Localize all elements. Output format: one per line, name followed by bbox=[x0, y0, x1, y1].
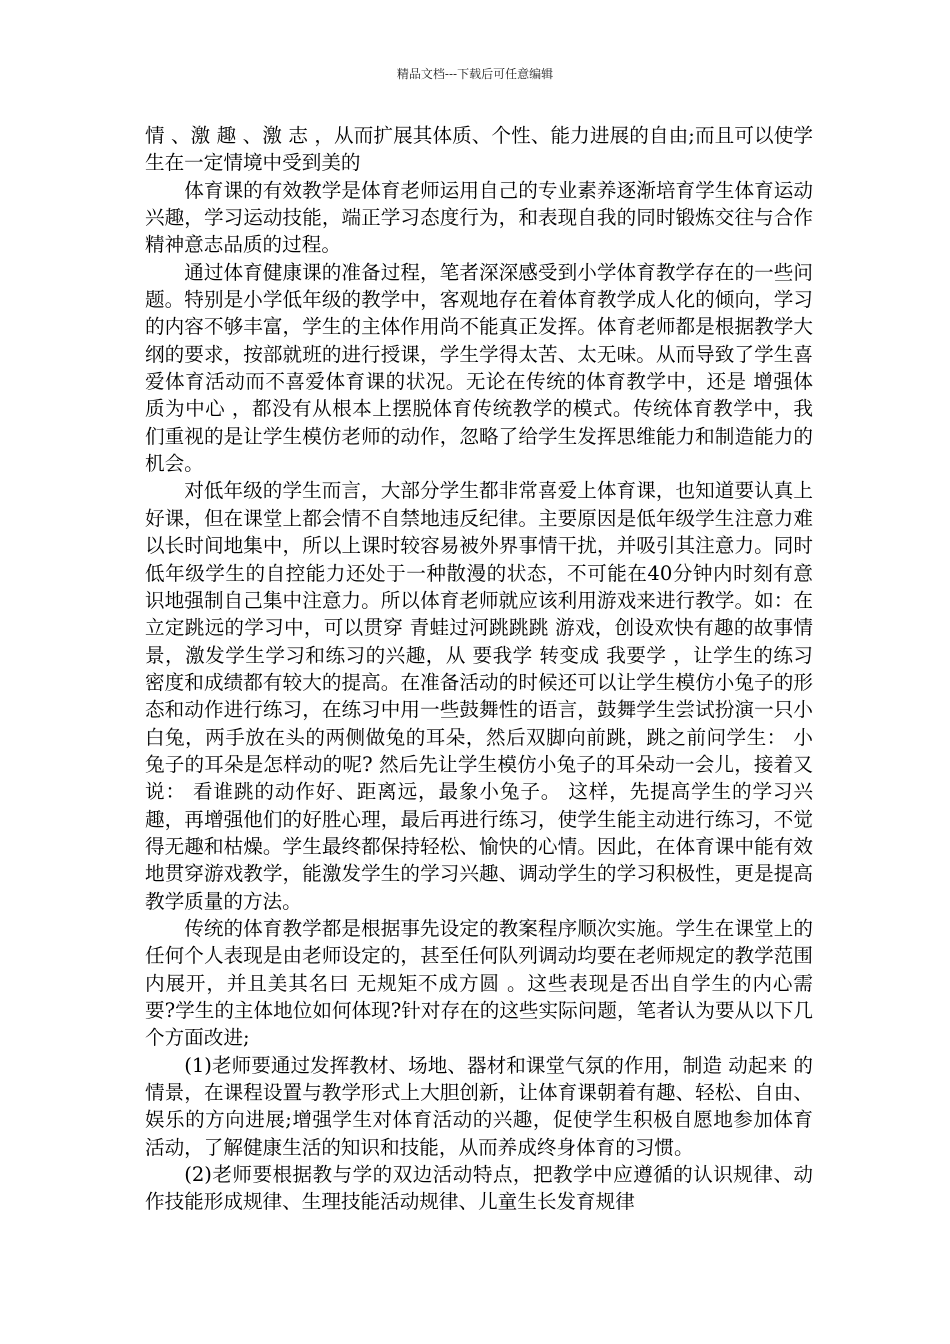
paragraph-4: 对低年级的学生而言，大部分学生都非常喜爱上体育课，也知道要认真上好课，但在课堂上都会情不自禁地违反纪律。主要原因是低年级学生注意力难以长时间地集中，所以上课时较容易被外界事情干扰，并吸引其注意力。同时低年级学生的自控能力还处于一种散漫的状态，不可能在40分钟内时刻有意识地强制自己集中注意力。所以体育老师就应该利用游戏来进行教学。如：在立定跳远的学习中，可以贯穿 青蛙过河跳跳跳 游戏，创设欢快有趣的故事情景，激发学生学习和练习的兴趣，从 要我学 转变成 我要学 ，让学生的练习密度和成绩都有较大的提高。在准备活动的时候还可以让学生模仿小兔子的形态和动作进行练习，在练习中用一些鼓舞性的语言，鼓舞学生尝试扮演一只小白兔，两手放在头的两侧做兔的耳朵，然后双脚向前跳，跳之前问学生： 小兔子的耳朵是怎样动的呢? 然后先让学生模仿小兔子的耳朵动一会儿，接着又说： 看谁跳的动作好、距离远，最象小兔子。 这样，先提高学生的学习兴趣，再增强他们的好胜心理，最后再进行练习，使学生能主动进行练习，不觉得无趣和枯燥。学生最终都保持轻松、愉快的心情。因此，在体育课中能有效地贯穿游戏教学，能激发学生的学习兴趣、调动学生的学习积极性，更是提高教学质量的方法。 bbox=[145, 479, 813, 913]
paragraph-5: 传统的体育教学都是根据事先设定的教案程序顺次实施。学生在课堂上的任何个人表现是由老师设定的，甚至任何队列调动均要在老师规定的教学范围内展开，并且美其名曰 无规矩不成方圆 。这些表现是否出自学生的内心需要?学生的主体地位如何体现?针对存在的这些实际问题，笔者认为要从以下几个方面改进; bbox=[145, 916, 813, 1050]
paragraph-6: (1)老师要通过发挥教材、场地、器材和课堂气氛的作用，制造 动起来 的情景，在课程设置与教学形式上大胆创新，让体育课朝着有趣、轻松、自由、娱乐的方向进展;增强学生对体育活动的兴趣，促使学生积极自愿地参加体育活动，了解健康生活的知识和技能，从而养成终身体育的习惯。 bbox=[145, 1053, 813, 1159]
paragraph-1: 情 、激 趣 、激 志 ，从而扩展其体质、个性、能力进展的自由;而且可以使学生在一定情境中受到美的 bbox=[145, 124, 813, 175]
paragraph-3: 通过体育健康课的准备过程，笔者深深感受到小学体育教学存在的一些问题。特别是小学低年级的教学中，客观地存在着体育教学成人化的倾向，学习的内容不够丰富，学生的主体作用尚不能真正发挥。体育老师都是根据教学大纲的要求，按部就班的进行授课，学生学得太苦、太无味。从而导致了学生喜爱体育活动而不喜爱体育课的状况。无论在传统的体育教学中，还是 增强体质为中心 ，都没有从根本上摆脱体育传统教学的模式。传统体育教学中，我们重视的是让学生模仿老师的动作，忽略了给学生发挥思维能力和制造能力的机会。 bbox=[145, 260, 813, 476]
paragraph-2: 体育课的有效教学是体育老师运用自己的专业素养逐渐培育学生体育运动兴趣，学习运动技能，端正学习态度行为，和表现自我的同时锻炼交往与合作精神意志品质的过程。 bbox=[145, 178, 813, 257]
page-header: 精品文档---下载后可任意编辑 bbox=[396, 67, 554, 81]
paragraph-7: (2)老师要根据教与学的双边活动特点，把教学中应遵循的认识规律、动作技能形成规律、生理技能活动规律、儿童生长发育规律 bbox=[145, 1163, 813, 1214]
document-body bbox=[145, 122, 813, 1216]
